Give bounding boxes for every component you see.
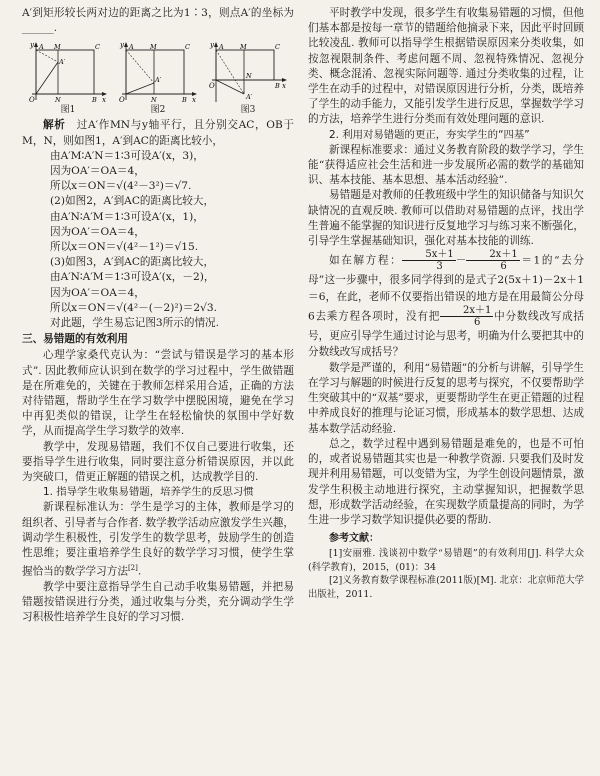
fig2-n-label: N: [151, 96, 157, 105]
solution-text: 过A′作MN与y轴平行，且分别交AC，OB于M，N，则如图1，A′到AC的距离比较小，: [22, 119, 294, 147]
fig1-n-label: N: [55, 96, 61, 105]
step-line: 所以x＝ON＝√(4²－1²)＝√15.: [50, 241, 199, 254]
solution-paragraph: [22, 118, 294, 148]
reference-item: [2]义务教育数学课程标准(2011版)[M]. 北京：北京师范大学出版社，2011.: [308, 575, 584, 600]
fig2-o-label: O: [119, 96, 125, 105]
subsection-heading: 2. 利用对易错题的更正，夯实学生的“四基”: [329, 128, 530, 141]
figure-3-caption: 图3: [240, 105, 256, 116]
equation-text: ＝1的“去分母”这一步骤中，很多同学得到的是式子2(5x＋1)－2x＋1＝6，在此，老师不仅要指出错误的地方是在用最简公分母6去乘方程各项时，没有把: [308, 254, 584, 323]
step-line: (3)如图3，A′到AC的距离比较大，: [50, 256, 215, 269]
references-title: 参考文献：: [329, 533, 379, 545]
fig1-a-label: A: [39, 43, 44, 52]
fig1-b-label: B: [92, 96, 97, 105]
step-line: 由A′N∶A′M＝1∶3可设A′(x，－2)，: [50, 271, 215, 284]
fig1-x-label: x: [102, 96, 106, 105]
step-line: (2)如图2，A′到AC的距离比较大，: [50, 195, 215, 208]
fig2-y-label: y: [120, 41, 124, 50]
figure-1: [26, 40, 110, 116]
fig2-b-label: B: [182, 96, 187, 105]
problem-intro: A′到矩形较长两对边的距离之比为1∶3，则点A′的坐标为______.: [22, 7, 294, 35]
step-line: 所以x＝ON＝√(4²－3²)＝√7.: [50, 180, 192, 193]
body-paragraph: 教学中要注意指导学生自己动手收集易错题，并把易错题按错误进行分类，通过收集与分类，充分调动学生学习积极性培养学生良好的学习习惯.: [22, 581, 294, 624]
figure-1-caption: 图1: [60, 105, 76, 116]
figure-2-diagram: [116, 40, 200, 104]
fig3-b-label: B: [275, 82, 280, 91]
step-line: 由A′M∶A′N＝1∶3可设A′(x，3)，: [50, 149, 204, 162]
body-paragraph: 易错题是对教师的任教班级中学生的知识储备与知识欠缺情况的直观反映. 教师可以借助对易错题的点评，找出学生普遍不能掌握的知识进行反复地学习与练习来不断强化，引导学生掌握基础知识，强化对基本技能的训练.: [308, 189, 584, 248]
body-paragraph: 平时教学中发现，很多学生有收集易错题的习惯，但他们基本都是按每一章节的错题给他摘录下来，因此平时回顾比较凌乱. 教师可以指导学生根据错误原因来分类收集，如按忽视限制条件、考虑问题不周、忽视特殊情况、忽视分类、概念混淆、忽视实际问题等. 通过分类收集的过程，让学生在动手的过程中，对错误原因进行分析，分类，既培养了学生的动手能力，又能引发学生进行反思，掌握数学学习的方法，培养学生进行分类而有效处理问题的意识.: [308, 7, 584, 126]
fig3-o-label: O: [209, 82, 215, 91]
fig3-c-label: C: [275, 43, 280, 52]
body-paragraph: [22, 500, 294, 580]
fraction-numerator: 5x＋1: [402, 249, 455, 261]
fraction-2: [466, 249, 519, 272]
fig2-m-label: M: [150, 43, 157, 52]
step-line: 因为OA′＝OA＝4，: [50, 165, 145, 178]
fig3-n-label: N: [246, 72, 252, 81]
figure-row: [26, 40, 290, 116]
right-column: [308, 6, 584, 601]
fig2-ap-label: A′: [155, 76, 162, 85]
fig3-x-label: x: [282, 82, 286, 91]
solution-steps: [50, 149, 294, 331]
equation-text-end: 中分数线改写成括号，更应引导学生通过讨论与思考，明确为什么要把其中的分数线改写成括号？: [308, 310, 584, 359]
solution-label: 解析: [43, 119, 66, 132]
equation-paragraph: [308, 249, 584, 361]
step-line: 因为OA′＝OA＝4，: [50, 286, 145, 299]
figure-3: [206, 40, 290, 116]
fraction-denominator: 3: [436, 261, 443, 273]
section-heading: 三、易错题的有效利用: [22, 333, 128, 346]
reference-item: [1]安丽雅. 浅谈初中数学“易错题”的有效利用[J]. 科学大众(科学教育)，2015，(01)：34: [308, 548, 584, 573]
body-paragraph: 教学中，发现易错题，我们不仅自己要进行收集，还要指导学生进行收集，同时要注意分析错误原因，并以此为突破口，借更正解题的错误之机，达成教学目的.: [22, 440, 294, 484]
equation-intro: 如在解方程：: [329, 254, 403, 267]
fig2-a-label: A: [129, 43, 134, 52]
step-line: 对此题，学生易忘记图3所示的情况.: [50, 317, 220, 330]
body-paragraph: 总之，数学过程中遇到易错题是难免的，也是不可怕的，或者说易错题其实也是一种教学资源. 只要我们及时发现并利用易错题，可以变错为宝，为学生创设问题情景，激发学生积极主动地进行探究，主动掌握知识，把握数学思想，形成数学活动经验，在实现数学质量提高的同时，为学生进一步学习数学知识提供必要的帮助.: [308, 437, 584, 526]
figure-2-caption: 图2: [150, 105, 166, 116]
fig2-c-label: C: [185, 43, 190, 52]
fig3-a-label: A: [219, 43, 224, 52]
body-text-end: .: [137, 565, 142, 578]
fig1-ap-label: A′: [59, 58, 66, 67]
step-line: 由A′N∶A′M＝1∶3可设A′(x，1)，: [50, 210, 204, 223]
fraction-denominator: 6: [500, 261, 507, 273]
fig1-y-label: y: [30, 41, 34, 50]
fig3-m-label: M: [240, 43, 247, 52]
step-line: 因为OA′＝OA＝4，: [50, 225, 145, 238]
citation-mark: [2]: [127, 564, 138, 573]
figure-1-diagram: [26, 40, 110, 104]
fig1-c-label: C: [95, 43, 100, 52]
fraction-1: [402, 249, 455, 272]
fig1-o-label: O: [29, 96, 35, 105]
step-line: 所以x＝ON＝√(4²－(－2)²)＝2√3.: [50, 301, 217, 314]
body-paragraph: 新课程标准要求：通过义务教育阶段的数学学习，学生能“获得适应社会生活和进一步发展所必需的数学的基础知识、基本技能、基本思想、基本活动经验”.: [308, 143, 584, 187]
fig3-y-label: y: [210, 41, 214, 50]
fig1-m-label: M: [54, 43, 61, 52]
fraction-numerator: 2x＋1: [466, 249, 519, 261]
fig2-x-label: x: [192, 96, 196, 105]
body-text: 新课程标准认为：学生是学习的主体，教师是学习的组织者、引导者与合作者. 数学教学活动应激发学生兴趣，调动学生积极性，引发学生的数学思考，鼓励学生的创造性思维；要注重培养学生良好的数学学习习惯，使学生掌握恰当的数学学习方法: [22, 501, 294, 578]
fraction-denominator: 6: [474, 317, 481, 329]
figure-3-diagram: [206, 40, 290, 104]
subsection-heading: 1. 指导学生收集易错题，培养学生的反思习惯: [43, 486, 254, 499]
fraction-numerator: 2x＋1: [440, 305, 493, 317]
fig3-ap-label: A′: [246, 93, 253, 102]
fraction-3: [440, 305, 493, 328]
left-column: [22, 6, 294, 626]
body-paragraph: 数学是严谨的，利用“易错题”的分析与讲解，引导学生在学习与解题的时候进行反复的思考与探究，不仅要帮助学生突破其中的“双基”要求，更要帮助学生在更正错题的过程中养成良好的推理与论证习惯，形成基本的数学思想、达成基本数学活动经验.: [308, 361, 584, 435]
figure-2: [116, 40, 200, 116]
equation-operator: －: [455, 254, 467, 267]
body-paragraph: 心理学家桑代克认为：“尝试与错误是学习的基本形式”. 因此教师应认识到在数学的学习过程中，学生做错题是在所难免的，关键在于教师怎样采用合适，正确的方法对待错题，帮助学生在学习数学中摆脱困境，避免在学习中再犯类似的错误，让学生在轻松愉快的氛围中学好数学，从而提高学生学习数学的效率.: [22, 349, 294, 438]
